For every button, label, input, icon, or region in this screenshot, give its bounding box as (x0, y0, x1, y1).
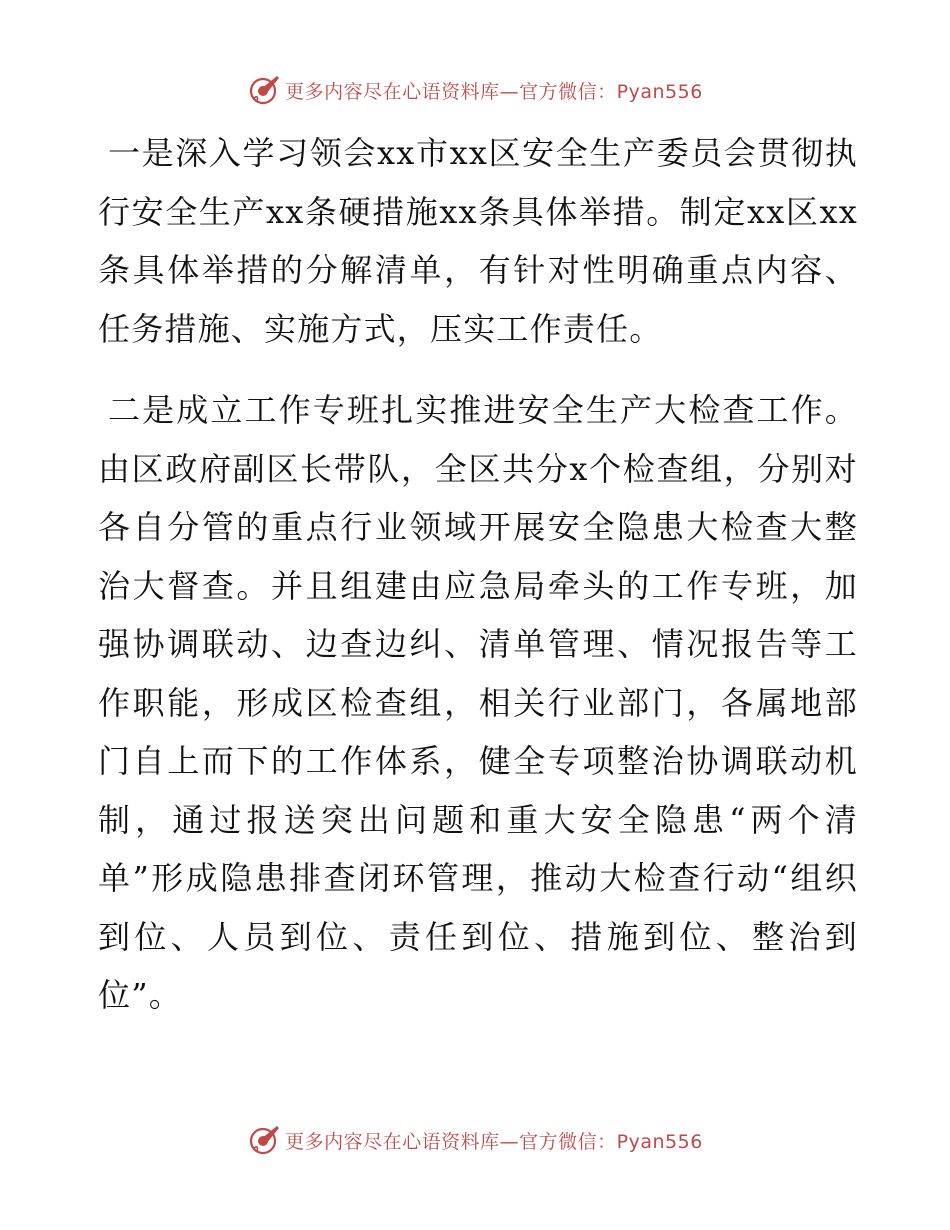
paragraph-2: 二是成立工作专班扎实推进安全生产大检查工作。由区政府副区长带队，全区共分x个检查组，分别对各自分管的重点行业领域开展安全隐患大检查大整治大督查。并且组建由应急局牵头的工作专班，加强协调联动、边查边纠、清单管理、情况报告等工作职能，形成区检查组，相关行业部门，各属地部门自上而下的工作体系，健全专项整治协调联动机制，通过报送突出问题和重大安全隐患“两个清单”形成隐患排查闭环管理，推动大检查行动“组织到位、人员到位、责任到位、措施到位、整治到位”。 (98, 391, 858, 1014)
paragraph-1: 一是深入学习领会xx市xx区安全生产委员会贯彻执行安全生产xx条硬措施xx条具体举措。制定xx区xx条具体举措的分解清单，有针对性明确重点内容、任务措施、实施方式，压实工作责任。 (98, 134, 858, 348)
header-banner-text: 更多内容尽在心语资料库—官方微信：Pyan556 (285, 80, 703, 103)
document-body (98, 124, 858, 1025)
header-banner (0, 70, 950, 110)
footer-banner (0, 1120, 950, 1160)
pen-nib-logo-icon (247, 73, 281, 107)
pen-nib-logo-icon (247, 1123, 281, 1157)
footer-banner-text: 更多内容尽在心语资料库—官方微信：Pyan556 (285, 1130, 703, 1153)
